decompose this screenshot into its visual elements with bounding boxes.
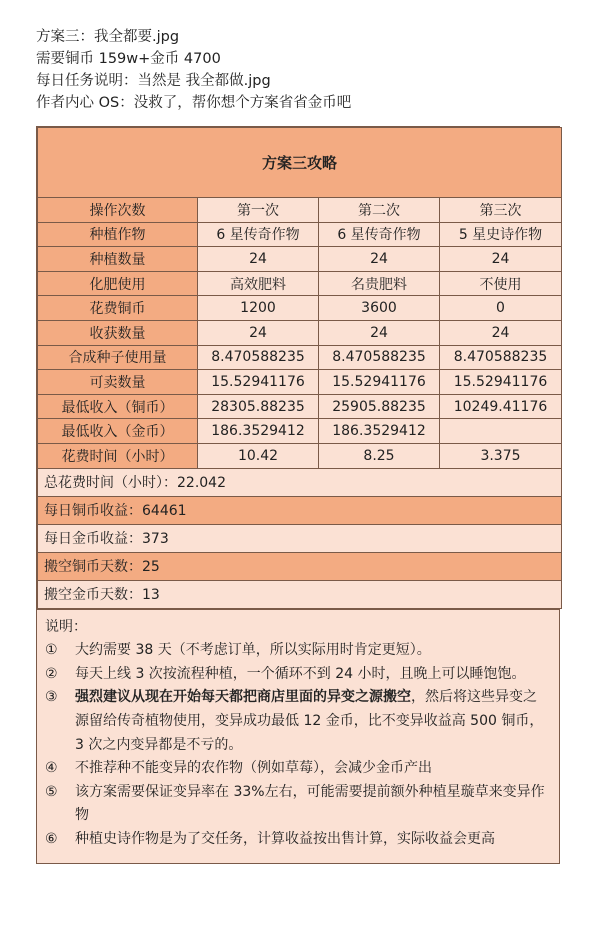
note-number: ②	[45, 665, 58, 682]
summary-text: 每日金币收益：373	[38, 524, 562, 552]
note-item	[45, 781, 545, 828]
table-row	[38, 222, 562, 247]
table-row	[38, 247, 562, 272]
row-label: 合成种子使用量	[38, 345, 198, 370]
cell-value: 8.470588235	[319, 345, 440, 370]
cell-value: 24	[198, 320, 319, 345]
note-text	[75, 828, 545, 852]
cell-value: 第二次	[319, 198, 440, 223]
cell-value: 6 星传奇作物	[198, 222, 319, 247]
note-number: ⑤	[45, 783, 58, 800]
cell-value: 186.3529412	[198, 419, 319, 444]
note-text-part: 大约需要 38 天（不考虑订单，所以实际用时肯定更短）。	[75, 642, 431, 659]
table-row	[38, 345, 562, 370]
table-title: 方案三攻略	[38, 128, 562, 198]
table-row	[38, 320, 562, 345]
note-number: ⑥	[45, 830, 58, 847]
table-row	[38, 419, 562, 444]
table-row	[38, 370, 562, 395]
cell-value: 0	[440, 296, 562, 321]
table-title-row	[38, 128, 562, 198]
note-text	[75, 663, 545, 687]
note-item	[45, 686, 545, 757]
summary-row	[38, 496, 562, 524]
row-label: 最低收入（金币）	[38, 419, 198, 444]
note-text-part: 强烈建议从现在开始每天都把商店里面的异变之源搬空	[75, 689, 411, 706]
cell-value: 名贵肥料	[319, 271, 440, 296]
intro-line-3: 每日任务说明：当然是 我全都做.jpg	[36, 73, 271, 89]
strategy-table	[37, 127, 562, 609]
summary-text: 每日铜币收益：64461	[38, 496, 562, 524]
cell-value: 3.375	[440, 443, 562, 468]
cell-value: 1200	[198, 296, 319, 321]
note-item	[45, 663, 545, 687]
notes-section	[37, 609, 559, 864]
note-item	[45, 639, 545, 663]
cell-value: 第三次	[440, 198, 562, 223]
cell-value: 15.52941176	[319, 370, 440, 395]
note-text-part: 每天上线 3 次按流程种植，一个循环不到 24 小时，且晚上可以睡饱饱。	[75, 665, 526, 682]
note-text-part: ，然后将这些异变之源留给传奇植物使用，变异成功最低 12 金币，比不变异收益高 500 铜币，3 次之内变异都是不亏的。	[75, 689, 544, 753]
notes-heading: 说明：	[45, 618, 87, 635]
table-row	[38, 296, 562, 321]
summary-row	[38, 552, 562, 580]
cell-value: 第一次	[198, 198, 319, 223]
cell-value: 15.52941176	[440, 370, 562, 395]
intro-line-4: 作者内心 OS：没救了，帮你想个方案省省金币吧	[36, 95, 352, 111]
row-label: 可卖数量	[38, 370, 198, 395]
note-item	[45, 757, 545, 781]
cell-value: 高效肥料	[198, 271, 319, 296]
row-label: 操作次数	[38, 198, 198, 223]
cell-value: 24	[440, 247, 562, 272]
cell-value: 15.52941176	[198, 370, 319, 395]
cell-value: 6 星传奇作物	[319, 222, 440, 247]
intro-text	[36, 26, 351, 114]
intro-line-2: 需要铜币 159w+金币 4700	[36, 51, 221, 67]
note-number: ③	[45, 689, 58, 706]
cell-value: 10249.41176	[440, 394, 562, 419]
note-text	[75, 757, 545, 781]
row-label: 种植数量	[38, 247, 198, 272]
note-text	[75, 781, 545, 828]
summary-row	[38, 468, 562, 496]
summary-text: 搬空金币天数：13	[38, 580, 562, 608]
summary-row	[38, 580, 562, 608]
row-label: 最低收入（铜币）	[38, 394, 198, 419]
cell-value: 24	[319, 247, 440, 272]
note-number: ①	[45, 642, 58, 659]
note-number: ④	[45, 760, 58, 777]
cell-value: 3600	[319, 296, 440, 321]
cell-value: 10.42	[198, 443, 319, 468]
cell-value: 28305.88235	[198, 394, 319, 419]
note-item	[45, 828, 545, 852]
table-row	[38, 394, 562, 419]
note-text-part: 该方案需要保证变异率在 33%左右，可能需要提前额外种植星璇草来变异作物	[75, 783, 545, 824]
cell-value: 8.470588235	[198, 345, 319, 370]
cell-value: 24	[319, 320, 440, 345]
row-label: 花费铜币	[38, 296, 198, 321]
table-row	[38, 271, 562, 296]
cell-value: 8.470588235	[440, 345, 562, 370]
table-row	[38, 443, 562, 468]
cell-value	[440, 419, 562, 444]
row-label: 种植作物	[38, 222, 198, 247]
cell-value: 24	[440, 320, 562, 345]
row-label: 花费时间（小时）	[38, 443, 198, 468]
notes-list	[45, 639, 545, 851]
cell-value: 24	[198, 247, 319, 272]
summary-text: 总花费时间（小时）：22.042	[38, 468, 562, 496]
cell-value: 5 星史诗作物	[440, 222, 562, 247]
note-text-part: 种植史诗作物是为了交任务，计算收益按出售计算，实际收益会更高	[75, 830, 495, 847]
note-text	[75, 639, 545, 663]
summary-text: 搬空铜币天数：25	[38, 552, 562, 580]
summary-row	[38, 524, 562, 552]
row-label: 收获数量	[38, 320, 198, 345]
cell-value: 8.25	[319, 443, 440, 468]
cell-value: 25905.88235	[319, 394, 440, 419]
strategy-sheet	[36, 126, 560, 864]
table-row	[38, 198, 562, 223]
cell-value: 186.3529412	[319, 419, 440, 444]
note-text	[75, 686, 545, 757]
row-label: 化肥使用	[38, 271, 198, 296]
cell-value: 不使用	[440, 271, 562, 296]
intro-line-1: 方案三：我全都要.jpg	[36, 29, 180, 45]
note-text-part: 不推荐种不能变异的农作物（例如草莓），会减少金币产出	[75, 760, 432, 777]
